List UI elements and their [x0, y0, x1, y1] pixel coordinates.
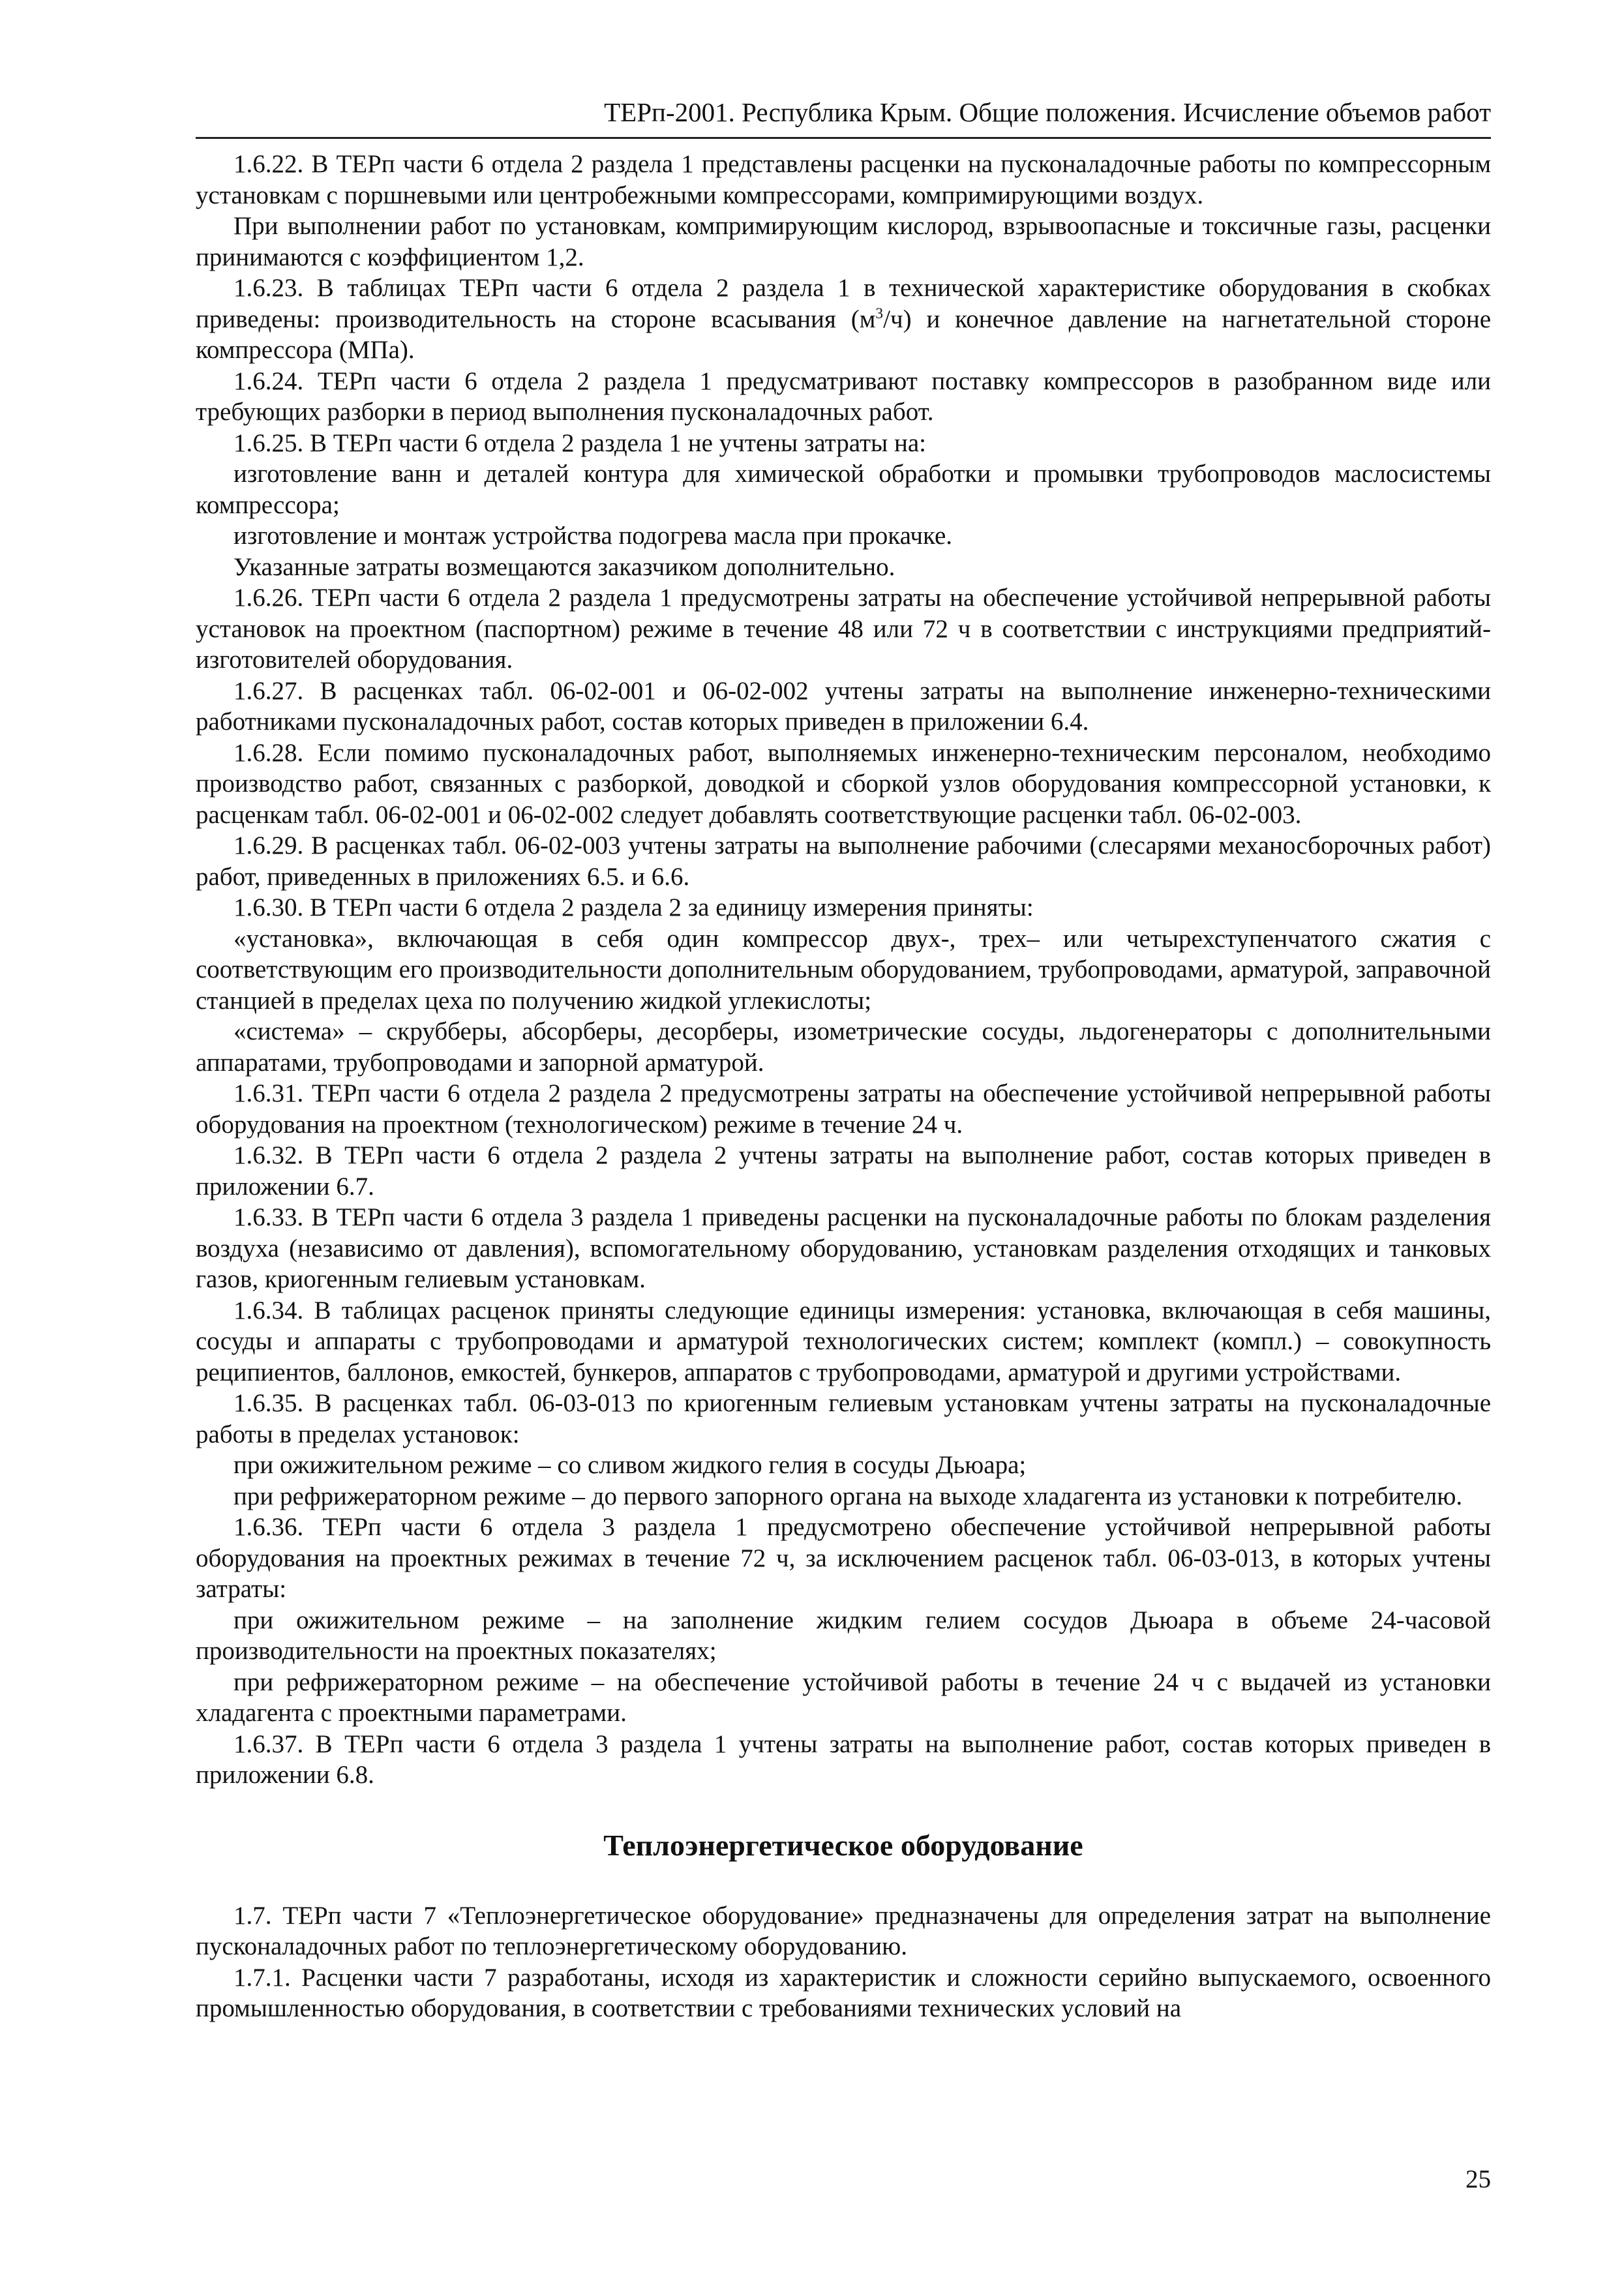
- paragraph-1-6-35: 1.6.35. В расценках табл. 06-03-013 по криогенным гелиевым установкам учтены затраты на пусконаладочные работы в пределах установок:: [196, 1389, 1491, 1448]
- paragraph-1-7-1: 1.7.1. Расценки части 7 разработаны, исходя из характеристик и сложности серийно выпускаемого, освоенного промышленностью оборудования, в соответствии с требованиями технических условий на: [196, 1963, 1491, 2022]
- paragraph-1-6-23: [196, 273, 1491, 366]
- paragraph-definition-installation: «установка», включающая в себя один компрессор двух-, трех– или четырехступенчатого сжатия с соответствующим его производительности дополнительным оборудованием, трубопроводами, арматурой, заправочной станцией в пределах цеха по получению жидкой углекислоты;: [196, 924, 1491, 1015]
- paragraph-list-item: при рефрижераторном режиме – на обеспечение устойчивой работы в течение 24 ч с выдачей из установки хладагента с проектными параметрами.: [196, 1668, 1491, 1727]
- paragraph-1-6-30: 1.6.30. В ТЕРп части 6 отдела 2 раздела 2 за единицу измерения приняты:: [233, 893, 1034, 921]
- paragraph-1-6-24: 1.6.24. ТЕРп части 6 отдела 2 раздела 1 предусматривают поставку компрессоров в разобранном виде или требующих разборки в период выполнения пусконаладочных работ.: [196, 367, 1491, 426]
- running-header: ТЕРп-2001. Республика Крым. Общие положения. Исчисление объемов работ: [604, 97, 1491, 127]
- section-heading: Теплоэнергетическое оборудование: [603, 1828, 1083, 1862]
- paragraph-1-6-33: 1.6.33. В ТЕРп части 6 отдела 3 раздела 1 приведены расценки на пусконаладочные работы по блокам разделения воздуха (независимо от давления), вспомогательному оборудованию, установкам разделения отходящих и танковых газов, криогенным гелиевым установкам.: [196, 1203, 1491, 1293]
- paragraph-1-7: 1.7. ТЕРп части 7 «Теплоэнергетическое оборудование» предназначены для определения затрат на выполнение пусконаладочных работ по теплоэнергетическому оборудованию.: [196, 1901, 1491, 1960]
- paragraph-1-6-27: 1.6.27. В расценках табл. 06-02-001 и 06-02-002 учтены затраты на выполнение инженерно-техническими работниками пусконаладочных работ, состав которых приведен в приложении 6.4.: [196, 676, 1491, 736]
- page-number: 25: [1466, 2165, 1491, 2193]
- paragraph-list-item: изготовление и монтаж устройства подогрева масла при прокачке.: [233, 522, 953, 550]
- paragraph-1-6-23-text-before: 1.6.23. В таблицах ТЕРп части 6 отдела 2 раздела 1 в технической характеристике оборудования в скобках приведены: производительность на стороне всасывания (м: [196, 274, 1491, 333]
- paragraph-1-6-32: 1.6.32. В ТЕРп части 6 отдела 2 раздела 2 учтены затраты на выполнение работ, состав которых приведен в приложении 6.7.: [196, 1141, 1491, 1201]
- paragraph-list-item: изготовление ванн и деталей контура для химической обработки и промывки трубопроводов маслосистемы компрессора;: [196, 460, 1491, 519]
- cubic-superscript: 3: [875, 305, 884, 322]
- paragraph-1-6-28: 1.6.28. Если помимо пусконаладочных работ, выполняемых инженерно-техническим персоналом, необходимо производство работ, связанных с разборкой, доводкой и сборкой узлов оборудования компрессорной установки, к расценкам табл. 06-02-001 и 06-02-002 следует добавлять соответствующие расценки табл. 06-02-003.: [196, 738, 1491, 829]
- paragraph-note: Указанные затраты возмещаются заказчиком дополнительно.: [233, 552, 895, 581]
- paragraph-1-6-26: 1.6.26. ТЕРп части 6 отдела 2 раздела 1 предусмотрены затраты на обеспечение устойчивой непрерывной работы установок на проектном (паспортном) режиме в течение 48 или 72 ч в соответствии с инструкциями предприятий-изготовителей оборудования.: [196, 584, 1491, 674]
- paragraph-definition-system: «система» – скрубберы, абсорберы, десорберы, изометрические сосуды, льдогенераторы с дополнительными аппаратами, трубопроводами и запорной арматурой.: [196, 1017, 1491, 1077]
- paragraph-1-6-34: 1.6.34. В таблицах расценок приняты следующие единицы измерения: установка, включающая в себя машины, сосуды и аппараты с трубопроводами и арматурой технологических систем; комплект (компл.) – совокупность реципиентов, баллонов, емкостей, бункеров, аппаратов с трубопроводами, арматурой и другими устройствами.: [196, 1296, 1491, 1386]
- paragraph-1-6-29: 1.6.29. В расценках табл. 06-02-003 учтены затраты на выполнение рабочими (слесарями механосборочных работ) работ, приведенных в приложениях 6.5. и 6.6.: [196, 831, 1491, 891]
- paragraph-1-6-22: 1.6.22. В ТЕРп части 6 отдела 2 раздела 1 представлены расценки на пусконаладочные работы по компрессорным установкам с поршневыми или центробежными компрессорами, компримирующими воздух.: [196, 150, 1491, 209]
- paragraph-1-6-23-text-after: /ч) и конечное давление на нагнетательной стороне компрессора (МПа).: [196, 305, 1492, 364]
- paragraph-list-item: при рефрижераторном режиме – до первого запорного органа на выходе хладагента из установки к потребителю.: [233, 1482, 1463, 1510]
- header-divider: [196, 137, 1491, 139]
- paragraph-list-item: при ожижительном режиме – со сливом жидкого гелия в сосуды Дьюара;: [233, 1451, 1027, 1479]
- paragraph-list-item: при ожижительном режиме – на заполнение жидким гелием сосудов Дьюара в объеме 24-часовой производительности на проектных показателях;: [196, 1606, 1491, 1665]
- paragraph-1-6-25: 1.6.25. В ТЕРп части 6 отдела 2 раздела 1 не учтены затраты на:: [233, 428, 927, 457]
- paragraph-1-6-31: 1.6.31. ТЕРп части 6 отдела 2 раздела 2 предусмотрены затраты на обеспечение устойчивой непрерывной работы оборудования на проектном (технологическом) режиме в течение 24 ч.: [196, 1079, 1491, 1139]
- paragraph-1-6-36: 1.6.36. ТЕРп части 6 отдела 3 раздела 1 предусмотрено обеспечение устойчивой непрерывной работы оборудования на проектных режимах в течение 72 ч, за исключением расценок табл. 06-03-013, в которых учтены затраты:: [196, 1513, 1491, 1603]
- document-body: [196, 149, 1491, 2024]
- paragraph-1-6-37: 1.6.37. В ТЕРп части 6 отдела 3 раздела 1 учтены затраты на выполнение работ, состав которых приведен в приложении 6.8.: [196, 1729, 1491, 1789]
- paragraph-oxygen-coefficient: При выполнении работ по установкам, компримирующим кислород, взрывоопасные и токсичные газы, расценки принимаются с коэффициентом 1,2.: [196, 212, 1491, 271]
